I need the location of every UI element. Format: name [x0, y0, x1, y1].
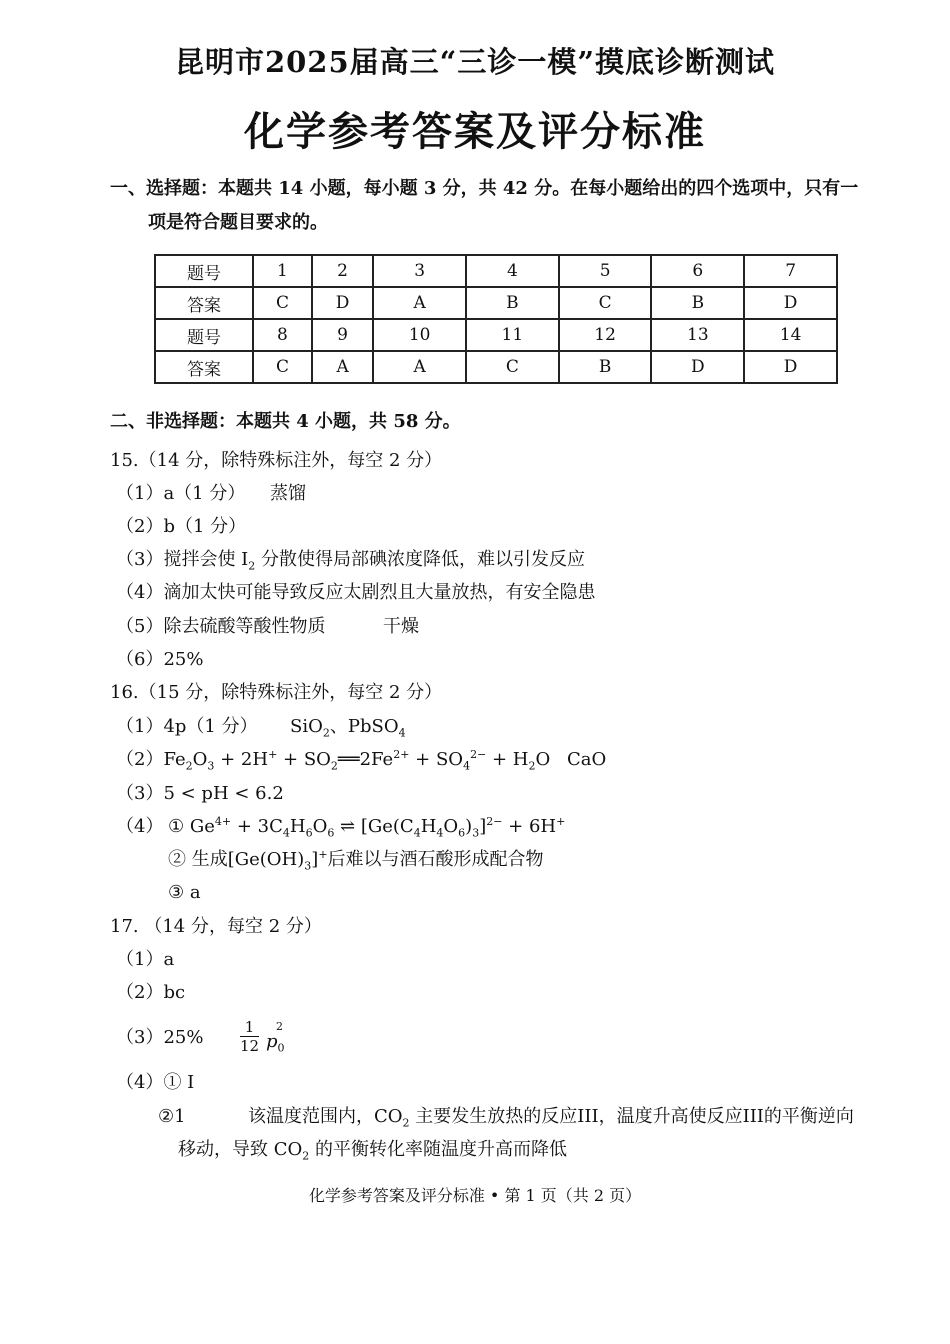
q16-answer-4-3: ③ a [168, 882, 201, 903]
q17-answer-4-2: 该温度范围内，$CO_2$ 主要发生放热的反应III，温度升高使反应III的平衡逆向 [248, 1106, 854, 1130]
table-cell: 4 [466, 255, 559, 287]
section2-intro: 二、非选择题：本题共 4 小题，共 58 分。 [110, 411, 461, 432]
table-cell: D [312, 287, 373, 319]
q17-pressure: $p_0$ [266, 1031, 285, 1055]
page-subtitle: 化学参考答案及评分标准 [244, 108, 706, 155]
q16-answer-4-label: （4） [116, 816, 164, 837]
table-cell: B [651, 287, 744, 319]
table-cell: C [466, 351, 559, 383]
table-cell: 2 [312, 255, 373, 287]
q17-answer-4-1: （4）① I [116, 1072, 195, 1093]
table-cell: 答案 [155, 287, 253, 319]
table-cell: 答案 [155, 351, 253, 383]
table-cell: 7 [744, 255, 837, 287]
q17-answer-1: （1）a [116, 949, 175, 970]
q16-answer-1: （1）4p（1 分） [116, 716, 258, 737]
q15-answer-2: （2）b（1 分） [116, 516, 247, 537]
table-cell: 题号 [155, 255, 253, 287]
table-cell: C [253, 287, 312, 319]
table-cell: 5 [559, 255, 652, 287]
table-row [155, 255, 837, 287]
table-cell: A [373, 351, 466, 383]
table-cell: B [559, 351, 652, 383]
q17-answer-4-2-cont: 移动，导致 $CO_2$ 的平衡转化率随温度升高而降低 [178, 1139, 567, 1163]
q15-answer-5b: 干燥 [383, 616, 419, 637]
table-row [155, 319, 837, 351]
table-cell: 9 [312, 319, 373, 351]
q16-answer-4-2: ② 生成$[Ge(OH)_3]^+$后难以与酒石酸形成配合物 [168, 848, 544, 873]
q16-answer-1b: SiO$_2$、PbSO$_4$ [290, 716, 406, 740]
q15-answer-6: （6）25% [116, 649, 204, 670]
table-cell: 10 [373, 319, 466, 351]
q17-answer-3: （3）25% [116, 1027, 204, 1048]
table-cell: 11 [466, 319, 559, 351]
table-cell: 8 [253, 319, 312, 351]
table-cell: 13 [651, 319, 744, 351]
q16-answer-4-1: ① $Ge^{4+} + 3C_4H_6O_6$ ⇌ $[Ge(C_4H_4O_6)_3]^{2-} + 6H^+$ [168, 815, 566, 840]
q17-heading: 17. （14 分，每空 2 分） [110, 916, 322, 937]
q17-fraction [240, 1019, 259, 1055]
table-cell: C [559, 287, 652, 319]
q16-answer-2b: CaO [567, 749, 607, 770]
q16-answer-2: $(2)Fe_2O_3 + 2H^+$ + $SO_2══2Fe^{2+} + SO_4^{2-} + H_2O$ [116, 748, 551, 773]
table-cell: 6 [651, 255, 744, 287]
q15-answer-1b: 蒸馏 [270, 483, 306, 504]
q15-answer-3: （3）搅拌会使 $I_2$ 分散使得局部碘浓度降低，难以引发反应 [116, 549, 586, 573]
table-cell: 1 [253, 255, 312, 287]
table-cell: D [744, 351, 837, 383]
table-cell: C [253, 351, 312, 383]
q15-answer-1: （1）a（1 分） [116, 483, 246, 504]
table-cell: A [373, 287, 466, 319]
q16-answer-3: （3）5 < pH < 6.2 [116, 783, 284, 804]
table-cell: 14 [744, 319, 837, 351]
table-cell: 12 [559, 319, 652, 351]
q15-heading: 15.（14 分，除特殊标注外，每空 2 分） [110, 450, 443, 471]
table-cell: 题号 [155, 319, 253, 351]
fraction-numerator: 1 [240, 1019, 259, 1037]
section1-intro: 一、选择题：本题共 14 小题，每小题 3 分，共 42 分。在每小题给出的四个选项中，只有一 [110, 178, 859, 199]
page-footer: 化学参考答案及评分标准 • 第 1 页（共 2 页） [308, 1186, 642, 1205]
table-cell: 3 [373, 255, 466, 287]
section1-intro-cont: 项是符合题目要求的。 [148, 212, 328, 233]
table-row [155, 287, 837, 319]
q17-answer-4-2-label: ②1 [158, 1106, 186, 1127]
table-cell: A [312, 351, 373, 383]
q17-answer-2: （2）bc [116, 982, 186, 1003]
answer-table [154, 254, 838, 384]
table-row [155, 351, 837, 383]
fraction-denominator: 12 [240, 1037, 260, 1055]
table-cell: D [651, 351, 744, 383]
q15-answer-4: （4）滴加太快可能导致反应太剧烈且大量放热，有安全隐患 [116, 582, 596, 603]
table-cell: B [466, 287, 559, 319]
q17-pressure-exponent: 2 [276, 1020, 283, 1033]
q15-answer-5: （5）除去硫酸等酸性物质 [116, 616, 326, 637]
q16-heading: 16.（15 分，除特殊标注外，每空 2 分） [110, 682, 443, 703]
page-title: 昆明市2025届高三“三诊一模”摸底诊断测试 [174, 45, 776, 79]
table-cell: D [744, 287, 837, 319]
